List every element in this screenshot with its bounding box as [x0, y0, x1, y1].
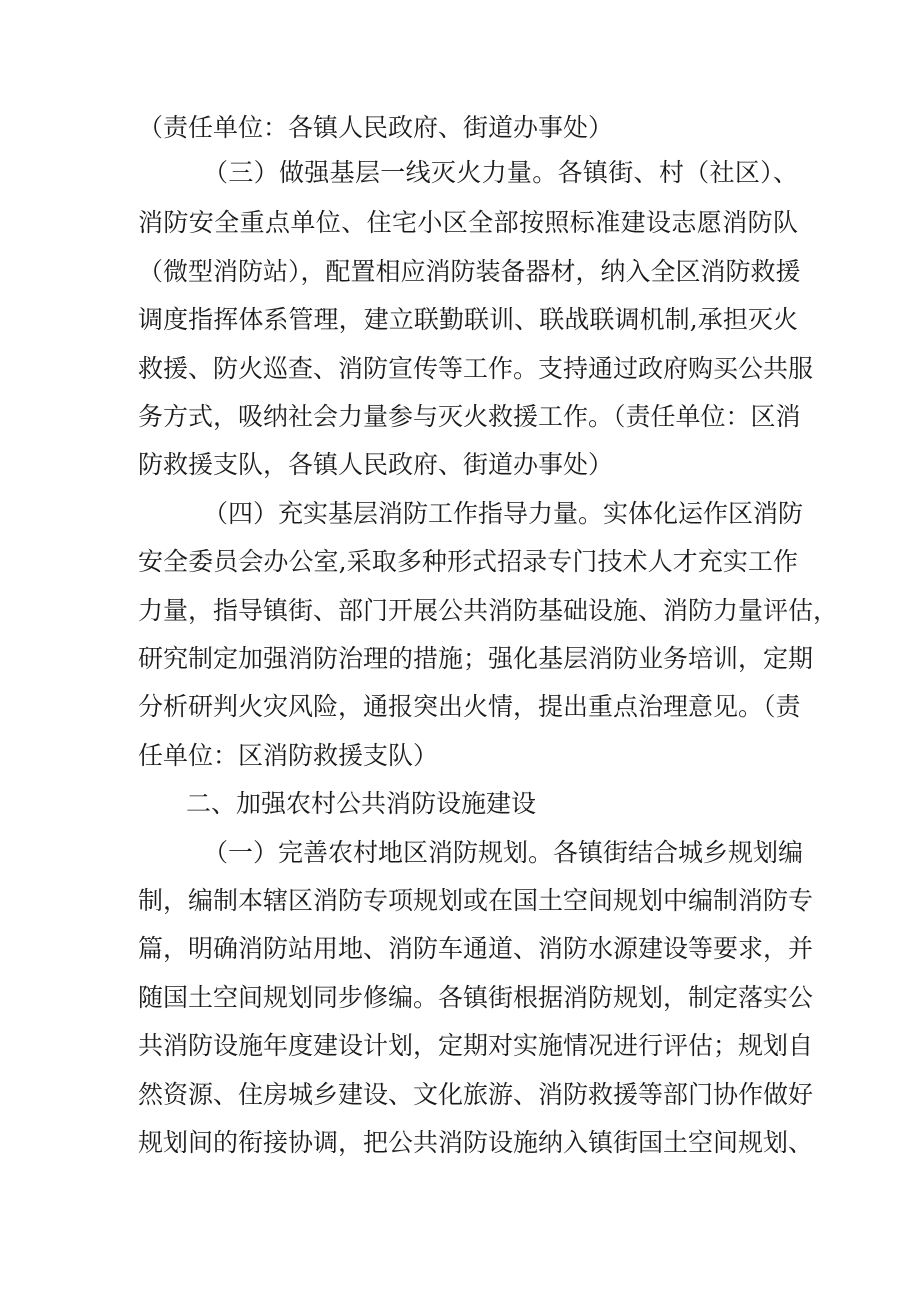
- text-line: 任单位：区消防救援支队）: [138, 741, 439, 770]
- text-line: 研究制定加强消防治理的措施；强化基层消防业务培训，定期: [138, 644, 814, 673]
- text-line: 救援、防火巡查、消防宣传等工作。支持通过政府购买公共服: [138, 354, 814, 383]
- text-line: 务方式，吸纳社会力量参与灭火救援工作。（责任单位：区消: [138, 402, 801, 431]
- text-line: 共消防设施年度建设计划，定期对实施情况进行评估；规划自: [138, 1031, 814, 1060]
- text-line: 分析研判火灾风险，通报突出火情，提出重点治理意见。（责: [138, 692, 801, 721]
- text-line: 制，编制本辖区消防专项规划或在国土空间规划中编制消防专: [138, 886, 814, 915]
- paragraph-start-line: （四）充实基层消防工作指导力量。实体化运作区消防: [203, 499, 804, 528]
- paragraph-start-line: （一）完善农村地区消防规划。各镇街结合城乡规划编: [203, 838, 804, 867]
- text-line: 防救援支队，各镇人民政府、街道办事处）: [138, 450, 614, 479]
- text-line: （微型消防站），配置相应消防装备器材，纳入全区消防救援: [138, 257, 801, 286]
- text-line: 力量，指导镇街、部门开展公共消防基础设施、消防力量评估，: [138, 596, 839, 625]
- text-line: 随国土空间规划同步修编。各镇街根据消防规划，制定落实公: [138, 983, 814, 1012]
- text-line: 然资源、住房城乡建设、文化旅游、消防救援等部门协作做好: [138, 1080, 814, 1109]
- text-line: 篇，明确消防站用地、消防车通道、消防水源建设等要求，并: [138, 934, 814, 963]
- text-line: 消防安全重点单位、住宅小区全部按照标准建设志愿消防队: [138, 208, 798, 237]
- text-line: （责任单位：各镇人民政府、街道办事处）: [138, 113, 614, 142]
- text-line: 安全委员会办公室,采取多种形式招录专门技术人才充实工作: [138, 547, 798, 576]
- paragraph-start-line: （三）做强基层一线灭火力量。各镇街、村（社区）、: [203, 158, 798, 187]
- text-line: 规划间的衔接协调，把公共消防设施纳入镇街国土空间规划、: [138, 1128, 814, 1157]
- section-heading: 二、加强农村公共消防设施建设: [186, 789, 537, 818]
- text-line: 调度指挥体系管理，建立联勤联训、联战联调机制,承担灭火: [138, 305, 798, 334]
